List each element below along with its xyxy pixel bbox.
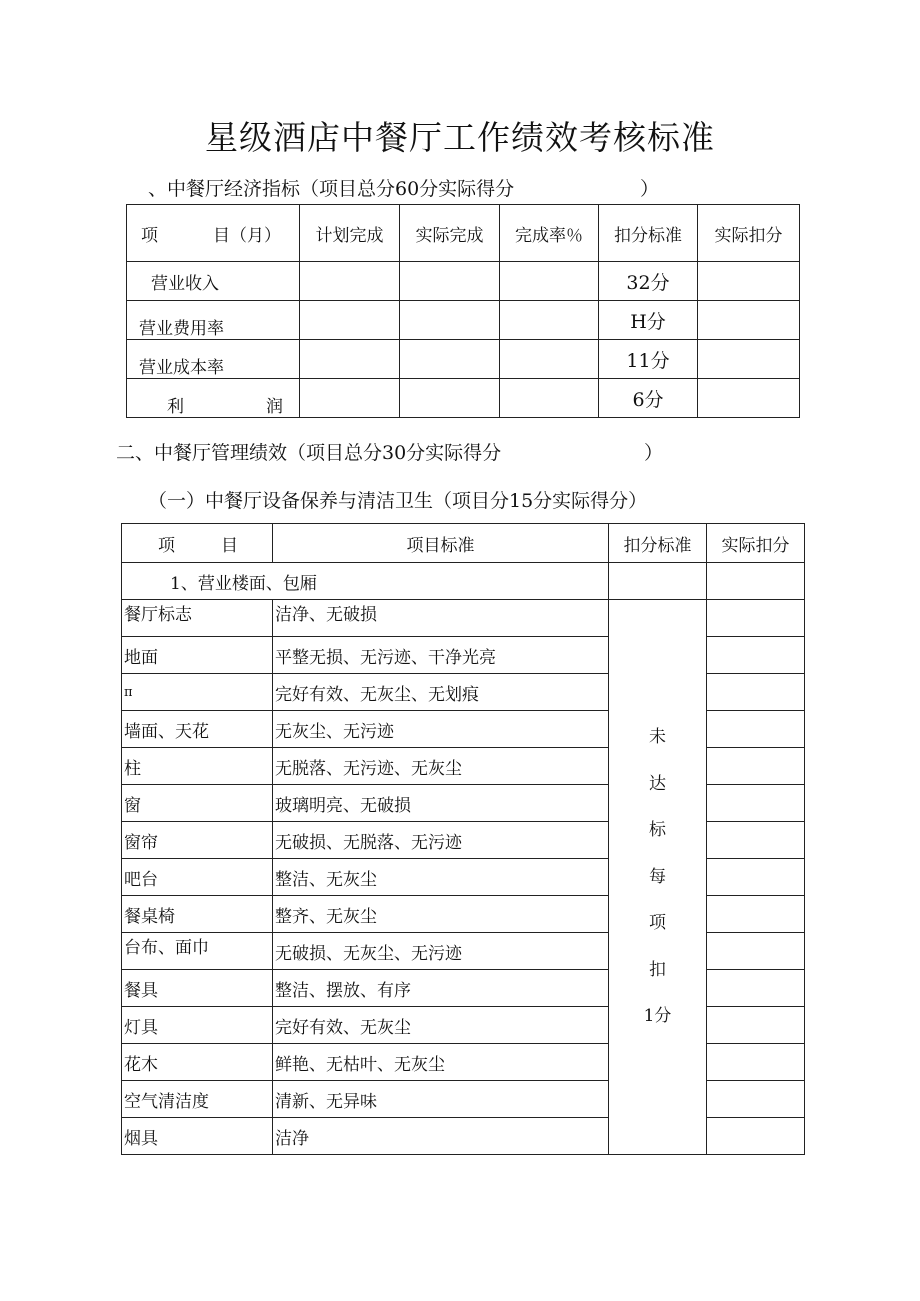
- header-actual-deduct: 实际扣分: [707, 524, 805, 563]
- row-item: 墙面、天花: [122, 711, 273, 748]
- cell-score: 6分: [599, 379, 698, 418]
- table-header-row: [122, 524, 805, 563]
- cell-actual-deduct[interactable]: [707, 600, 805, 637]
- section2-heading: [116, 438, 664, 465]
- row-standard: 整洁、无灰尘: [273, 859, 609, 896]
- row-item: 餐厅标志: [122, 600, 273, 637]
- table-row: [127, 379, 800, 418]
- group-row: [122, 563, 805, 600]
- section2-heading-close: ）: [644, 442, 664, 464]
- table-row: [127, 262, 800, 301]
- header-rate: 完成率％: [500, 205, 599, 262]
- row-item: 地面: [122, 637, 273, 674]
- header-item: 项 目: [122, 524, 273, 563]
- cell-rate[interactable]: [500, 301, 599, 340]
- cell-actual-deduct[interactable]: [707, 970, 805, 1007]
- header-plan: 计划完成: [300, 205, 400, 262]
- row-standard: 平整无损、无污迹、干净光亮: [273, 637, 609, 674]
- row-item: 餐桌椅: [122, 896, 273, 933]
- cell-plan[interactable]: [300, 379, 400, 418]
- row-standard: 玻璃明亮、无破损: [273, 785, 609, 822]
- row-item: 窗帘: [122, 822, 273, 859]
- row-item: 灯具: [122, 1007, 273, 1044]
- cell-actual[interactable]: [400, 301, 500, 340]
- cell-actual-deduct[interactable]: [707, 785, 805, 822]
- cell-actual-deduct[interactable]: [707, 748, 805, 785]
- cell-rate[interactable]: [500, 340, 599, 379]
- group-deduct-std: [609, 563, 707, 600]
- cell-rate[interactable]: [500, 262, 599, 301]
- row-standard: 整洁、摆放、有序: [273, 970, 609, 1007]
- section2-heading-text: 二、中餐厅管理绩效（项目总分30分实际得分: [116, 442, 502, 464]
- row-standard: 洁净: [273, 1118, 609, 1155]
- row-item: 窗: [122, 785, 273, 822]
- row-standard: 无灰尘、无污迹: [273, 711, 609, 748]
- header-item: 项 目（月）: [127, 205, 300, 262]
- header-actual-deduct: 实际扣分: [698, 205, 800, 262]
- row-label: 营业成本率: [127, 340, 300, 379]
- cell-score: 11分: [599, 340, 698, 379]
- row-item: 柱: [122, 748, 273, 785]
- cell-actual-deduct[interactable]: [707, 1007, 805, 1044]
- cell-actual-deduct[interactable]: [707, 711, 805, 748]
- header-deduct-std: 扣分标准: [609, 524, 707, 563]
- cell-actual-deduct[interactable]: [698, 262, 800, 301]
- section1-heading-text: 、中餐厅经济指标（项目总分60分实际得分: [148, 178, 515, 200]
- table-row: [127, 340, 800, 379]
- header-standard: 项目标准: [273, 524, 609, 563]
- cell-score: H分: [599, 301, 698, 340]
- cell-actual-deduct[interactable]: [707, 674, 805, 711]
- cell-actual-deduct[interactable]: [707, 896, 805, 933]
- cell-actual-deduct[interactable]: [698, 379, 800, 418]
- row-standard: 无脱落、无污迹、无灰尘: [273, 748, 609, 785]
- row-standard: 无破损、无脱落、无污迹: [273, 822, 609, 859]
- cell-actual-deduct[interactable]: [698, 340, 800, 379]
- row-label: 营业收入: [127, 262, 300, 301]
- row-item: 台布、面巾: [122, 933, 273, 970]
- cell-plan[interactable]: [300, 301, 400, 340]
- section1-heading-close: ）: [640, 178, 660, 200]
- row-item: π: [122, 674, 273, 711]
- table-header-row: [127, 205, 800, 262]
- cell-plan[interactable]: [300, 262, 400, 301]
- row-item: 餐具: [122, 970, 273, 1007]
- row-label: 利 润: [127, 379, 300, 418]
- row-standard: 完好有效、无灰尘、无划痕: [273, 674, 609, 711]
- cell-actual-deduct[interactable]: [707, 1081, 805, 1118]
- cell-score: 32分: [599, 262, 698, 301]
- cell-plan[interactable]: [300, 340, 400, 379]
- row-standard: 完好有效、无灰尘: [273, 1007, 609, 1044]
- row-standard: 整齐、无灰尘: [273, 896, 609, 933]
- economic-indicators-table: [126, 204, 800, 418]
- subsection1-heading: （一）中餐厅设备保养与清洁卫生（项目分15分实际得分）: [148, 490, 648, 512]
- row-item: 空气清洁度: [122, 1081, 273, 1118]
- section1-heading: [148, 174, 660, 201]
- hygiene-standards-table: [121, 523, 805, 1155]
- table-row: [122, 600, 805, 637]
- cell-actual[interactable]: [400, 262, 500, 301]
- row-label: 营业费用率: [127, 301, 300, 340]
- table-row: [127, 301, 800, 340]
- row-item: 烟具: [122, 1118, 273, 1155]
- header-actual: 实际完成: [400, 205, 500, 262]
- cell-actual-deduct[interactable]: [707, 637, 805, 674]
- cell-actual[interactable]: [400, 379, 500, 418]
- group-actual-deduct[interactable]: [707, 563, 805, 600]
- header-deduct-std: 扣分标准: [599, 205, 698, 262]
- cell-actual-deduct[interactable]: [707, 1118, 805, 1155]
- page-title: 星级酒店中餐厅工作绩效考核标准: [205, 118, 715, 157]
- row-item: 吧台: [122, 859, 273, 896]
- cell-actual-deduct[interactable]: [707, 859, 805, 896]
- cell-actual-deduct[interactable]: [707, 822, 805, 859]
- cell-actual-deduct[interactable]: [707, 1044, 805, 1081]
- group-title: 1、营业楼面、包厢: [122, 563, 609, 600]
- cell-actual-deduct[interactable]: [707, 933, 805, 970]
- cell-actual-deduct[interactable]: [698, 301, 800, 340]
- row-standard: 鲜艳、无枯叶、无灰尘: [273, 1044, 609, 1081]
- row-item: 花木: [122, 1044, 273, 1081]
- row-standard: 洁净、无破损: [273, 600, 609, 637]
- row-standard: 无破损、无灰尘、无污迹: [273, 933, 609, 970]
- cell-actual[interactable]: [400, 340, 500, 379]
- row-standard: 清新、无异味: [273, 1081, 609, 1118]
- deduct-rule: 未 达 标 每 项 扣 1分: [609, 600, 707, 1155]
- cell-rate[interactable]: [500, 379, 599, 418]
